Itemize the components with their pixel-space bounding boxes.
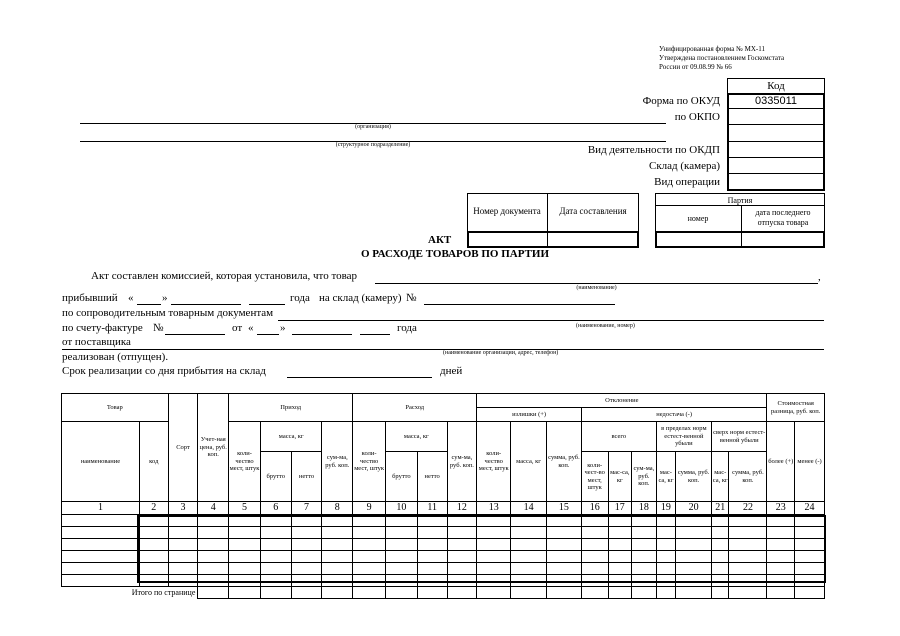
column-number: 9 [353,502,386,515]
warehouse-label: Склад (камера) [648,160,720,172]
okud-code-value: 0335011 [754,95,797,107]
income-gross-header: брутто [260,452,291,502]
expense-net-header: нетто [417,452,447,502]
supplier-caption: (наименование организации, адрес, телефон) [443,350,559,356]
expense-mass-header: масса, кг [386,422,448,452]
expense-header: Расход [353,394,477,422]
column-number: 3 [168,502,198,515]
page-total-cell[interactable] [260,587,291,599]
code-title: Код [767,80,785,92]
column-number: 7 [291,502,322,515]
divider [655,205,825,206]
within-sum-header: сумма, руб. коп. [676,452,712,502]
okdp-label: Вид деятельности по ОКДП [587,144,720,156]
goods-header: Товар [62,394,169,422]
form-line-1: Унифицированная форма № МХ-11 [659,45,765,53]
commission-text: Акт составлен комиссией, которая установила, что товар [91,270,358,282]
form-line-3: России от 09.08.99 № 66 [659,63,732,71]
column-number: 23 [767,502,795,515]
surplus-qty-header: коли-чество мест, штук [477,422,511,502]
quote-open: « [128,292,134,304]
page-total-cell[interactable] [632,587,657,599]
income-qty-header: коли-чество мест, штук [229,422,261,502]
page-total-cell[interactable] [767,587,795,599]
table-cell[interactable] [62,551,140,563]
within-mass-header: мас-са, кг [656,452,675,502]
column-number: 10 [386,502,418,515]
code-title-cell [727,78,825,94]
dept-caption: (структурное подразделение) [335,142,411,148]
within-norms-header: в пределах норм естест-венной убыли [656,422,711,452]
invoice-year-line [360,334,390,335]
invoice-month-line [292,334,352,335]
divider [727,173,825,174]
doc-date-label: Дата составления [559,206,627,216]
supplier-label: от поставщика [62,336,131,348]
column-number: 21 [712,502,729,515]
name-caption: (наименование) [576,285,617,291]
to-warehouse-label: на склад (камеру) [319,292,402,304]
column-number: 6 [260,502,291,515]
column-number: 11 [417,502,447,515]
column-number: 24 [795,502,825,515]
column-number: 15 [547,502,582,515]
table-cell[interactable] [62,539,140,551]
income-net-header: нетто [291,452,322,502]
total-qty-header: коли-чест-во мест, штук [581,452,608,502]
term-line [287,377,432,378]
batch-title: Партия [727,196,753,205]
column-number: 22 [729,502,767,515]
act-title: АКТ [428,234,452,246]
income-header: Приход [229,394,353,422]
less-header: менее (-) [795,422,825,502]
page-total-cell[interactable] [417,587,447,599]
value-diff-header: Стоимостная разница, руб. коп. [767,394,825,422]
doc-number-label: Номер документа [473,206,541,216]
income-sum-header: сум-ма, руб. коп. [322,422,353,502]
table-cell[interactable] [62,563,140,575]
invoice-num-sign: № [153,322,164,334]
expense-gross-header: брутто [386,452,418,502]
page-total-cell[interactable] [608,587,632,599]
acc-price-header: Учет-ная цена, руб. коп. [198,394,229,502]
page-total-cell[interactable] [353,587,386,599]
days-label: дней [440,365,463,377]
accompanying-label: по сопроводительным товарным документам [62,307,274,319]
column-number: 18 [632,502,657,515]
term-label: Срок реализации со дня прибытия на склад [62,365,266,377]
okpo-label: по ОКПО [674,111,720,123]
total-sum-header: сум-ма, руб. коп. [632,452,657,502]
divider [727,157,825,158]
surplus-mass-header: масса, кг [511,422,547,502]
table-cell[interactable] [62,527,140,539]
page-total-cell[interactable] [581,587,608,599]
column-number: 20 [676,502,712,515]
form-line-2: Утверждена постановлением Госкомстата [659,54,785,62]
quote-close: » [162,292,168,304]
income-mass-header: масса, кг [260,422,322,452]
invoice-label: по счету-фактуре [62,322,143,334]
page-total-cell[interactable] [729,587,767,599]
above-norms-header: сверх норм естест-венной убыли [712,422,767,452]
total-mass-header: мас-са, кг [608,452,632,502]
batch-last-date-label: дата последнего отпуска товара [755,208,811,227]
column-number: 16 [581,502,608,515]
doc-values-box [467,231,639,248]
page-total-cell[interactable] [795,587,825,599]
invoice-quote-close: » [280,322,286,334]
invoice-number-line [165,334,225,335]
grade-header: Сорт [168,394,198,502]
invoice-quote-open: « [248,322,254,334]
column-number: 2 [139,502,168,515]
surplus-sum-header: сумма, руб. коп. [547,422,582,502]
invoice-day-line [257,334,279,335]
comma: , [818,271,821,283]
divider [727,124,825,125]
sold-label: реализован (отпущен). [62,351,169,363]
expense-qty-header: коли-чество мест, штук [353,422,386,502]
accompanying-line [278,320,824,321]
invoice-from-label: от [232,322,243,334]
page-total-cell[interactable] [386,587,418,599]
divider [727,108,825,109]
column-number: 17 [608,502,632,515]
column-number: 13 [477,502,511,515]
org-caption: (организация) [355,124,391,130]
column-number: 1 [62,502,140,515]
column-number: 14 [511,502,547,515]
okud-label: Форма по ОКУД [642,95,720,107]
year-label: года [290,292,310,304]
column-number: 5 [229,502,261,515]
page-total-cell[interactable] [322,587,353,599]
column-number-row [62,502,825,515]
year-line [249,304,285,305]
goods-code-header: код [139,422,168,502]
page-total-cell[interactable] [447,587,477,599]
divider [727,141,825,142]
surplus-header: излишки (+) [477,408,582,422]
shortage-header: недостача (-) [581,408,767,422]
invoice-year-label: года [397,322,417,334]
page-total-cell[interactable] [656,587,675,599]
page-total-cell[interactable] [198,587,229,599]
batch-number-label: номер [687,214,709,223]
name-number-caption: (наименование, номер) [576,323,635,329]
num-sign: № [406,292,417,304]
deviation-header: Отклонение [477,394,767,408]
goods-name-line [375,283,818,284]
page-total-cell[interactable] [477,587,511,599]
data-area-outline [137,515,826,583]
arrived-label: прибывший [62,292,118,304]
column-number: 12 [447,502,477,515]
above-sum-header: сумма, руб. коп. [729,452,767,502]
month-line [171,304,241,305]
column-number: 8 [322,502,353,515]
warehouse-number-line [424,304,615,305]
expense-sum-header: сум-ма, руб. коп. [447,422,477,502]
page-total-cell[interactable] [676,587,712,599]
page-total-cell[interactable] [229,587,261,599]
table-cell[interactable] [62,575,140,587]
page-total-cell[interactable] [511,587,547,599]
act-subtitle: О РАСХОДЕ ТОВАРОВ ПО ПАРТИИ [361,248,550,260]
total-header: всего [581,422,656,452]
column-number: 4 [198,502,229,515]
goods-name-header: наименование [62,422,140,502]
operation-label: Вид операции [654,176,720,188]
batch-values-box [655,231,825,248]
page-total-row [62,587,825,599]
more-header: более (+) [767,422,795,502]
column-number: 19 [656,502,675,515]
page-total-cell[interactable] [547,587,582,599]
page-total-cell[interactable] [291,587,322,599]
page-total-cell[interactable] [712,587,729,599]
above-mass-header: мас-са, кг [712,452,729,502]
page-total-label: Итого по странице [131,588,196,598]
table-cell[interactable] [62,515,140,527]
day-line [137,304,161,305]
